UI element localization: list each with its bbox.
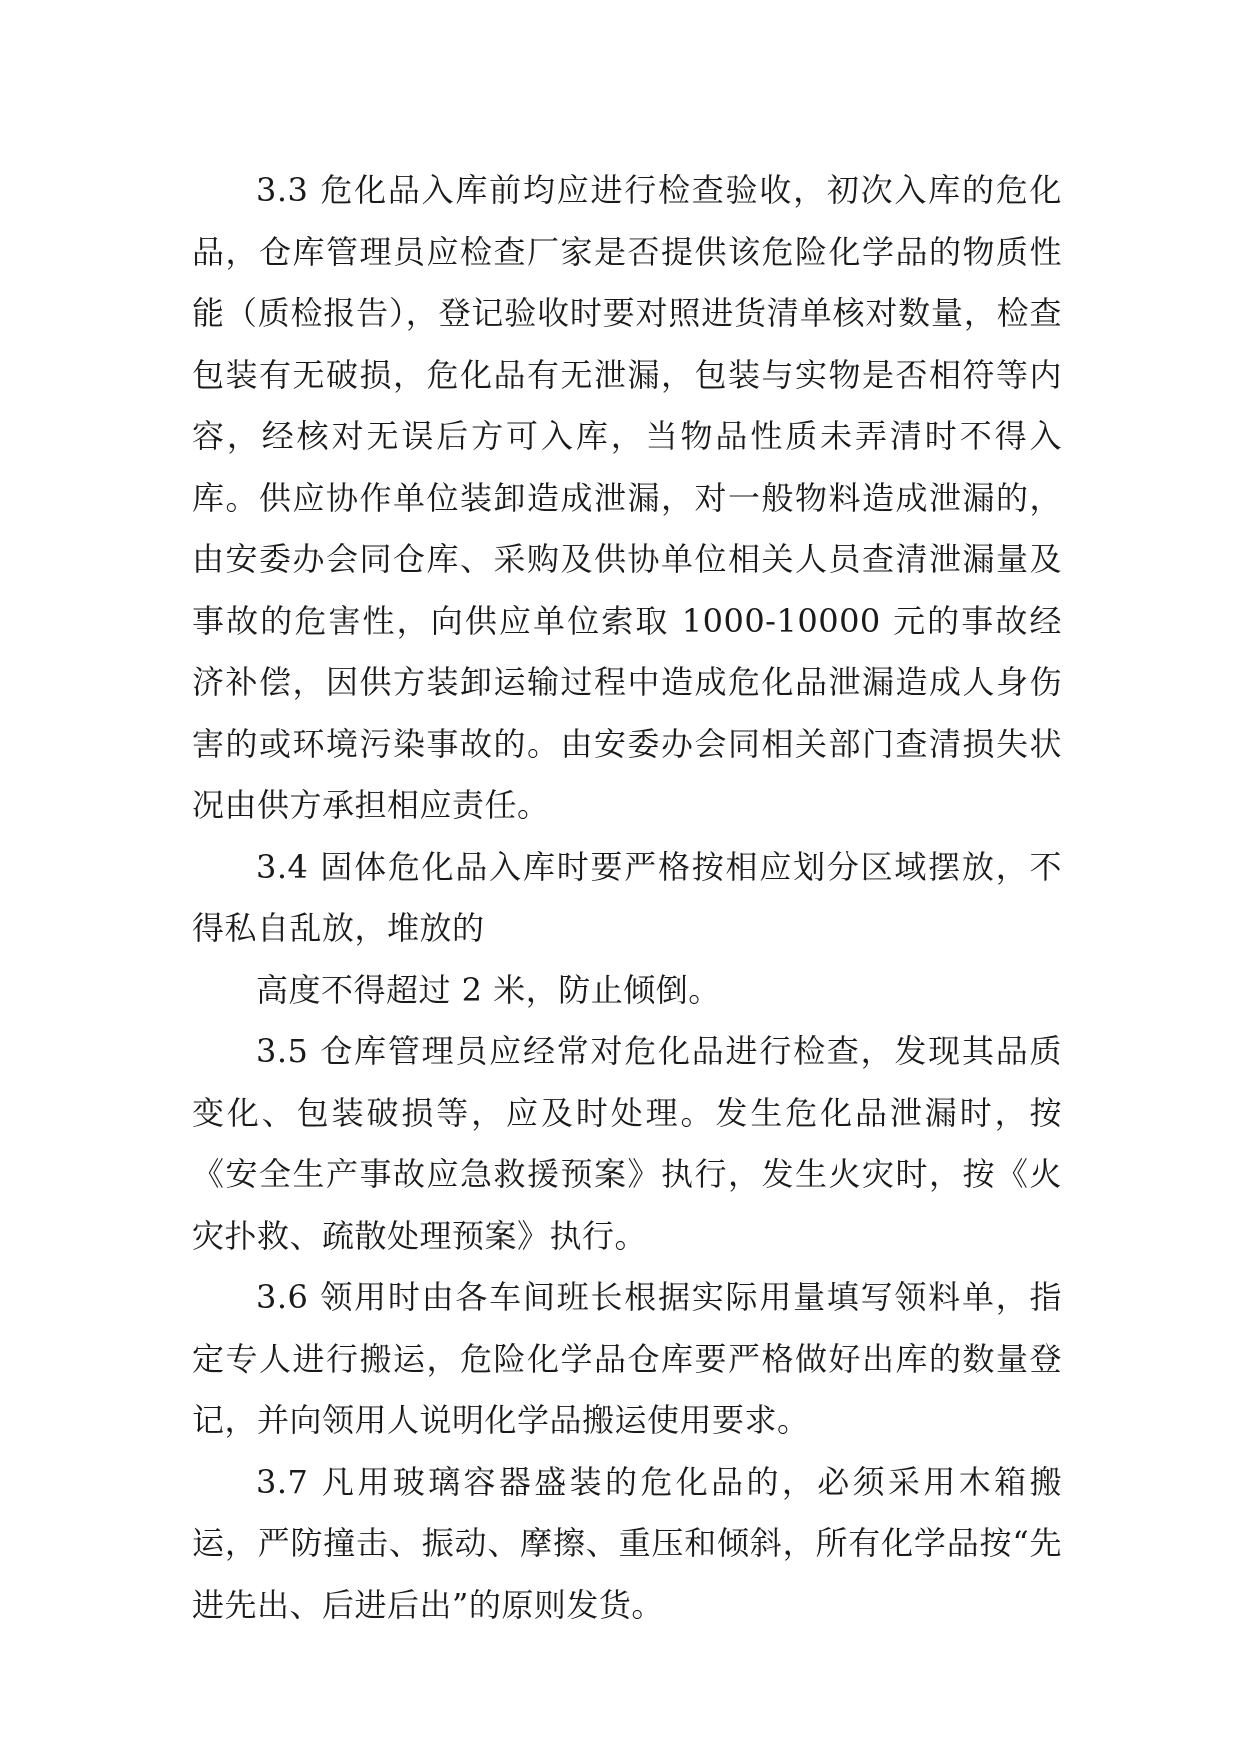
paragraph-3-5: 3.5 仓库管理员应经常对危化品进行检查，发现其品质变化、包装破损等，应及时处理。发生危化品泄漏时，按《安全生产事故应急救援预案》执行，发生火灾时，按《火灾扑救、疏散处理预案》执行。	[192, 1032, 1062, 1255]
paragraph-3-7: 3.7 凡用玻璃容器盛装的危化品的，必须采用木箱搬运，严防撞击、振动、摩擦、重压和倾斜，所有化学品按“先进先出、后进后出”的原则发货。	[192, 1462, 1062, 1624]
paragraph-3-3: 3.3 危化品入库前均应进行检查验收，初次入库的危化品，仓库管理员应检查厂家是否提供该危险化学品的物质性能（质检报告），登记验收时要对照进货清单核对数量，检查包装有无破损，危化品有无泄漏，包装与实物是否相符等内容，经核对无误后方可入库，当物品性质未弄清时不得入库。供应协作单位装卸造成泄漏，对一般物料造成泄漏的，由安委办会同仓库、采购及供协单位相关人员查清泄漏量及事故的危害性，向供应单位索取 1000-10000 元的事故经济补偿，因供方装卸运输过程中造成危化品泄漏造成人身伤害的或环境污染事故的。由安委办会同相关部门查清损失状况由供方承担相应责任。	[192, 171, 1062, 824]
paragraph-3-4-continued: 高度不得超过 2 米，防止倾倒。	[256, 970, 721, 1009]
document-body	[192, 160, 1062, 1636]
paragraph-3-6: 3.6 领用时由各车间班长根据实际用量填写领料单，指定专人进行搬运，危险化学品仓库要严格做好出库的数量登记，并向领用人说明化学品搬运使用要求。	[192, 1278, 1062, 1439]
paragraph-3-4: 3.4 固体危化品入库时要严格按相应划分区域摆放，不得私自乱放，堆放的	[192, 847, 1062, 947]
